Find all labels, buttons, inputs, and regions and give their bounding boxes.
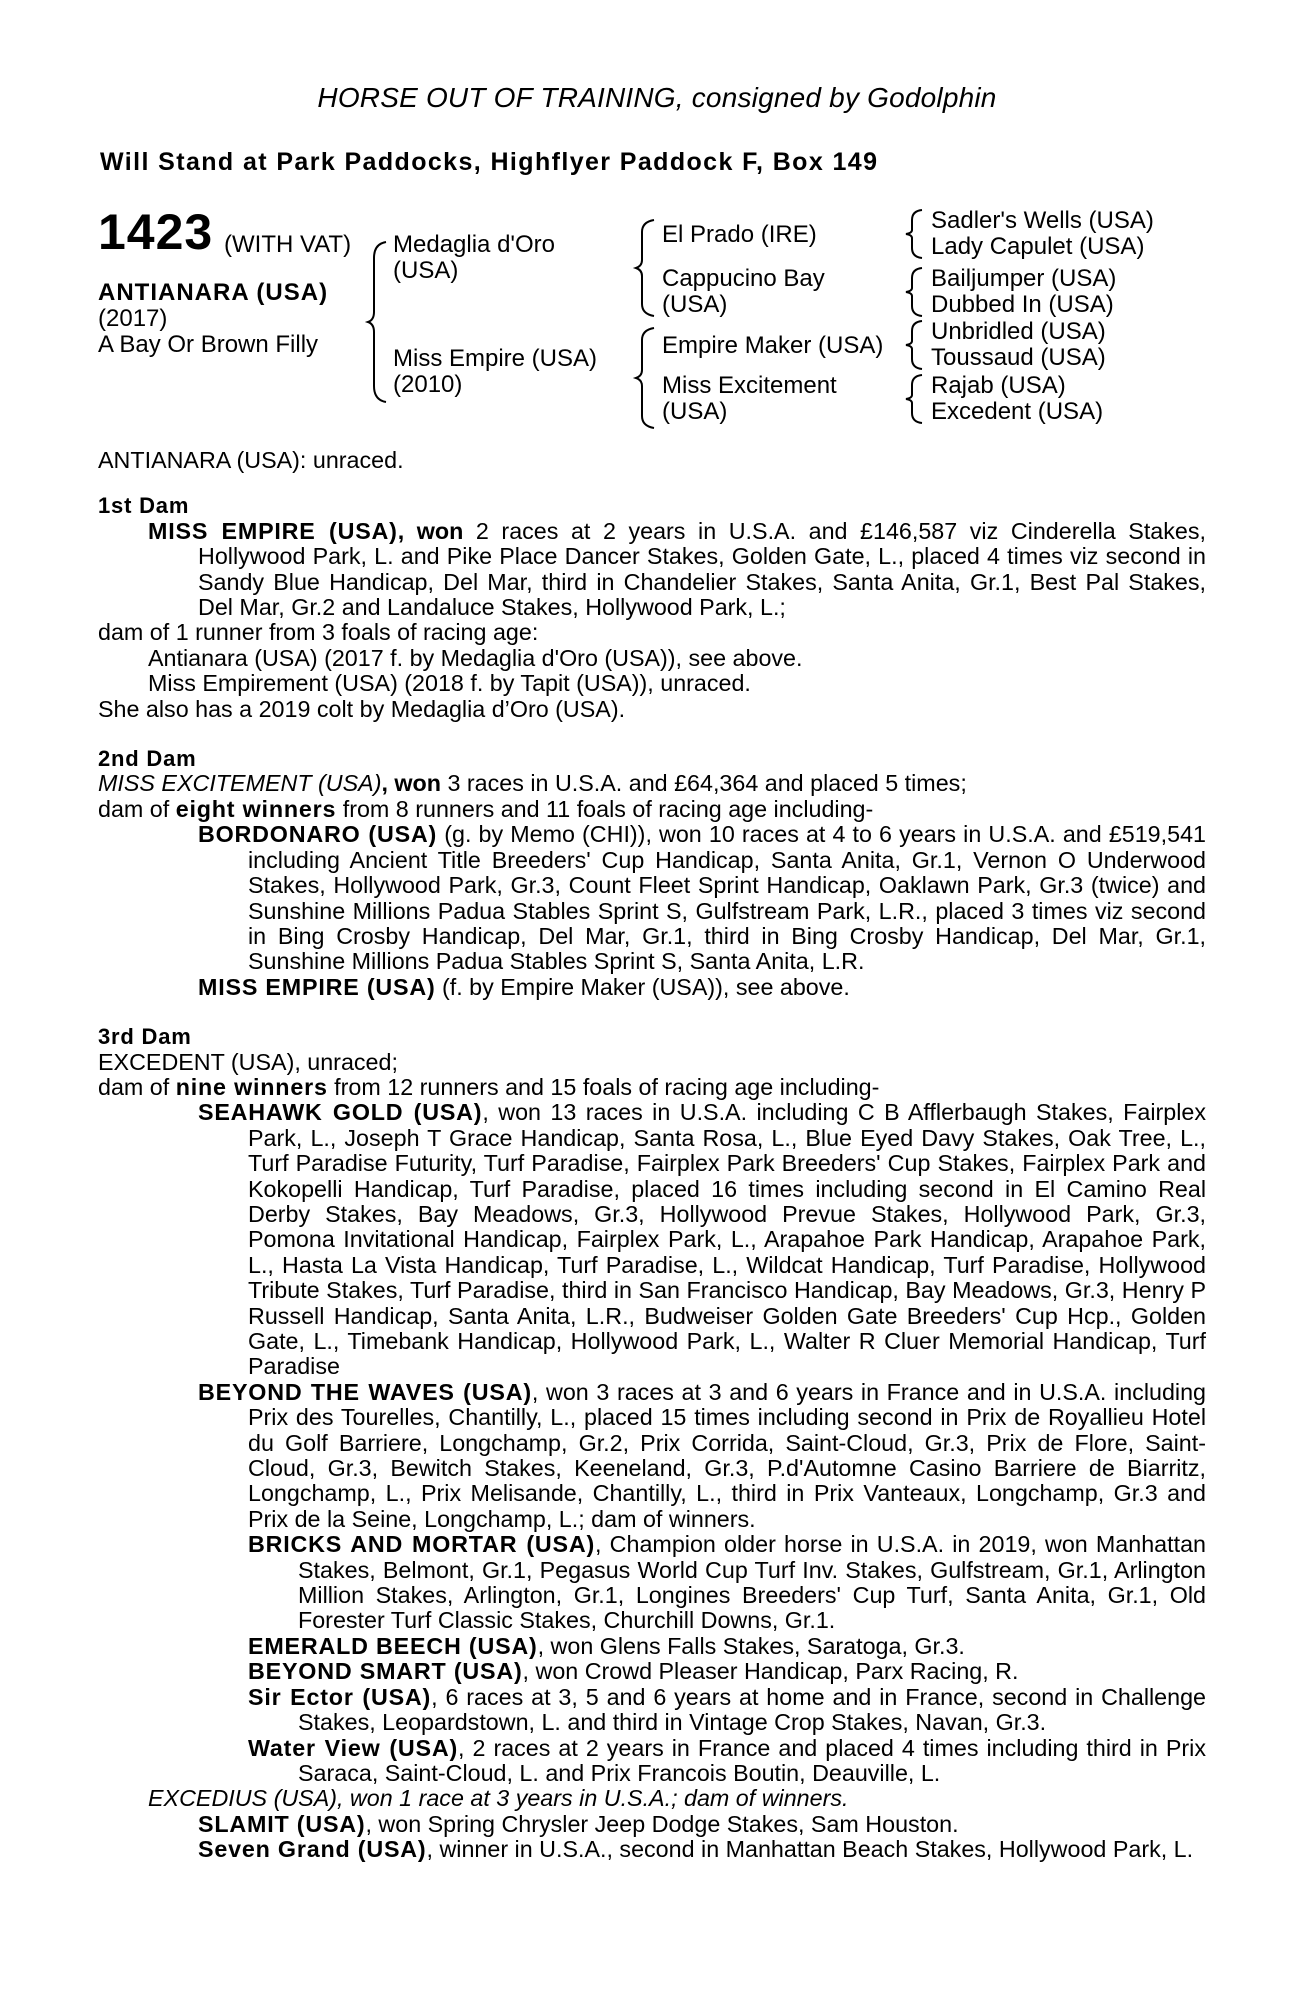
first-dam-record-text: 2 races at 2 years in U.S.A. and £146,587 viz Cinderella Stakes, Hollywood Park, L. and Pike Place Dancer Stakes, Golden Gate, L., placed 4 times viz second in Sandy Blue Handicap, Del Mar, third in Chandelier Stakes, Santa Anita, Gr.1, Best Pal Stakes, Del Mar, Gr.2 and Landaluce Stakes, Hollywood Park, L.; bbox=[198, 517, 1206, 621]
first-dam-produce-1: Antianara (USA) (2017 f. by Medaglia d'Oro (USA)), see above. bbox=[148, 644, 803, 671]
emerald-name: EMERALD BEECH (USA) bbox=[248, 1632, 538, 1659]
first-dam-won: , won bbox=[397, 517, 464, 544]
brace-gen3-1 bbox=[906, 208, 926, 260]
first-dam-dam-of: dam of 1 runner from 3 foals of racing age: bbox=[98, 619, 539, 646]
produce-beyond-the-waves bbox=[98, 1380, 1206, 1532]
beyond-text: , won 3 races at 3 and 6 years in France and in U.S.A. including Prix des Tourelles, Chantilly, L., placed 15 times including second in Prix de Royallieu Hotel du Golf Barriere, Longchamp, Gr.2, Prix Corrida, Saint-Cloud, Gr.3, Prix de Flore, Saint-Cloud, Gr.3, Bewitch Stakes, Keeneland, Gr.3, P.d'Automne Casino Barriere de Biarritz, Longchamp, L., Prix Melisande, Chantilly, L., third in Prix Vanteaux, Longchamp, Gr.3 and Prix de la Seine, Longchamp, L.; dam of winners. bbox=[248, 1378, 1206, 1532]
ped-ssd: Lady Capulet (USA) bbox=[931, 233, 1145, 260]
bricks-name: BRICKS AND MORTAR (USA) bbox=[248, 1531, 596, 1558]
brace-gen2-top bbox=[636, 218, 660, 318]
first-dam-heading: 1st Dam bbox=[98, 493, 190, 519]
bricks-text: , Champion older horse in U.S.A. in 2019, won Manhattan Stakes, Belmont, Gr.1, Pegasus World Cup Turf Inv. Stakes, Gulfstream, Gr.1, Arlington Million Stakes, Arlington, Gr.1, Longines Breeders' Cup Turf, Santa Anita, Gr.1, Old Forester Turf Classic Stakes, Churchill Downs, Gr.1. bbox=[298, 1531, 1206, 1634]
stand-location: Will Stand at Park Paddocks, Highflyer Paddock F, Box 149 bbox=[100, 148, 879, 176]
bordonaro-text: (g. by Memo (CHI)), won 10 races at 4 to 6 years in U.S.A. and £519,541 including Ancient Title Breeders' Cup Handicap, Santa Anita, Gr.1, Vernon O Underwood Stakes, Hollywood Park, Gr.3, Count Fleet Sprint Handicap, Oaklawn Park, Gr.3 (twice) and Sunshine Millions Padua Stables Sprint S, Gulfstream Park, L.R., placed 3 times viz second in Bing Crosby Handicap, Del Mar, Gr.1, third in Bing Crosby Handicap, Del Mar, Gr.1, Sunshine Millions Padua Stables Sprint S, Santa Anita, L.R. bbox=[248, 821, 1206, 975]
dam-dam-country: (USA) bbox=[662, 398, 728, 425]
seven-text: , winner in U.S.A., second in Manhattan Beach Stakes, Hollywood Park, L. bbox=[426, 1836, 1194, 1863]
produce-bricks-and-mortar bbox=[98, 1532, 1206, 1634]
bsmart-name: BEYOND SMART (USA) bbox=[248, 1658, 523, 1685]
ped-sdd: Dubbed In (USA) bbox=[931, 291, 1114, 318]
sirector-name: Sir Ector (USA) bbox=[248, 1683, 432, 1710]
dam-sire: Empire Maker (USA) bbox=[662, 332, 884, 359]
water-name: Water View (USA) bbox=[248, 1734, 459, 1761]
seven-name: Seven Grand (USA) bbox=[198, 1836, 427, 1863]
produce-slamit bbox=[98, 1812, 1206, 1837]
page-title: HORSE OUT OF TRAINING, consigned by Godolphin bbox=[317, 82, 997, 113]
horse-name: ANTIANARA (USA) bbox=[98, 279, 329, 306]
second-dam-dam-of bbox=[98, 797, 1206, 822]
horse-year: (2017) bbox=[98, 305, 168, 332]
slamit-name: SLAMIT (USA) bbox=[198, 1810, 366, 1837]
second-dam-record-text: 3 races in U.S.A. and £64,364 and placed 5 times; bbox=[441, 770, 967, 797]
produce-water-view bbox=[98, 1736, 1206, 1787]
third-dam-name: EXCEDENT (USA), unraced; bbox=[98, 1048, 398, 1075]
second-dam-dam-of-post: from 8 runners and 11 foals of racing age including- bbox=[336, 795, 874, 822]
ped-ddd: Excedent (USA) bbox=[931, 398, 1104, 425]
produce-excedius: EXCEDIUS (USA), won 1 race at 3 years in U.S.A.; dam of winners. bbox=[148, 1785, 849, 1812]
dam-year: (2010) bbox=[393, 371, 463, 398]
third-dam-dam-of-post: from 12 runners and 15 foals of racing age including- bbox=[327, 1073, 880, 1100]
produce-sir-ector bbox=[98, 1685, 1206, 1736]
lot-number: 1423 bbox=[98, 204, 214, 260]
brace-gen3-2 bbox=[906, 266, 926, 318]
dam-name: Miss Empire (USA) bbox=[393, 345, 598, 372]
third-dam-heading: 3rd Dam bbox=[98, 1024, 192, 1050]
miss-empire-text: (f. by Empire Maker (USA)), see above. bbox=[435, 973, 850, 1000]
produce-seahawk-gold bbox=[98, 1100, 1206, 1379]
vat-note: (WITH VAT) bbox=[224, 231, 352, 258]
produce-emerald-beech bbox=[98, 1634, 1206, 1659]
sire-name: Medaglia d'Oro bbox=[393, 231, 555, 258]
beyond-name: BEYOND THE WAVES (USA) bbox=[198, 1378, 532, 1405]
miss-empire-name: MISS EMPIRE (USA) bbox=[198, 973, 436, 1000]
sirector-text: , 6 races at 3, 5 and 6 years at home and in France, second in Challenge Stakes, Leopardstown, L. and third in Vintage Crop Stakes, Navan, Gr.3. bbox=[298, 1683, 1206, 1736]
second-dam-heading: 2nd Dam bbox=[98, 746, 197, 772]
bsmart-text: , won Crowd Pleaser Handicap, Parx Racing, R. bbox=[522, 1658, 1019, 1685]
bordonaro-name: BORDONARO (USA) bbox=[198, 821, 438, 848]
ped-dds: Rajab (USA) bbox=[931, 372, 1066, 399]
catalogue-body bbox=[98, 448, 1206, 1863]
brace-gen1 bbox=[368, 240, 392, 404]
second-dam-winners: eight winners bbox=[175, 795, 337, 822]
ped-sds: Bailjumper (USA) bbox=[931, 265, 1117, 292]
slamit-text: , won Spring Chrysler Jeep Dodge Stakes, Sam Houston. bbox=[365, 1810, 959, 1837]
brace-gen2-bottom bbox=[636, 326, 660, 430]
unraced-note: ANTIANARA (USA): unraced. bbox=[98, 447, 404, 473]
sire-country: (USA) bbox=[393, 257, 459, 284]
ped-sss: Sadler's Wells (USA) bbox=[931, 207, 1154, 234]
third-dam-dam-of-pre: dam of bbox=[98, 1073, 176, 1100]
third-dam-dam-of bbox=[98, 1075, 1206, 1100]
sire-sire: El Prado (IRE) bbox=[662, 221, 817, 248]
produce-bordonaro bbox=[98, 822, 1206, 974]
produce-beyond-smart bbox=[98, 1659, 1206, 1684]
first-dam-record bbox=[98, 519, 1206, 621]
water-text: , 2 races at 2 years in France and placed 4 times including third in Prix Saraca, Saint-Cloud, L. and Prix Francois Boutin, Deauville, L. bbox=[298, 1734, 1206, 1786]
horse-description: A Bay Or Brown Filly bbox=[98, 331, 319, 358]
produce-miss-empire bbox=[98, 975, 1206, 1000]
dam-dam-name: Miss Excitement bbox=[662, 372, 837, 399]
first-dam-also: She also has a 2019 colt by Medaglia d’Oro (USA). bbox=[98, 695, 626, 722]
emerald-text: , won Glens Falls Stakes, Saratoga, Gr.3. bbox=[537, 1632, 965, 1659]
brace-gen3-3 bbox=[906, 319, 926, 371]
seahawk-text: , won 13 races in U.S.A. including C B Afflerbaugh Stakes, Fairplex Park, L., Joseph T Grace Handicap, Santa Rosa, L., Blue Eyed Davy Stakes, Oak Tree, L., Turf Paradise Futurity, Turf Paradise, Fairplex Park Breeders' Cup Stakes, Fairplex Park and Kokopelli Handicap, Turf Paradise, placed 16 times including second in El Camino Real Derby Stakes, Bay Meadows, Gr.3, Hollywood Prevue Stakes, Hollywood Park, Gr.3, Pomona Invitational Handicap, Fairplex Park, L., Arapahoe Park Handicap, Arapahoe Park, L., Hasta La Vista Handicap, Turf Paradise, L., Wildcat Handicap, Turf Paradise, Hollywood Tribute Stakes, Turf Paradise, third in San Francisco Handicap, Bay Meadows, Gr.3, Henry P Russell Handicap, Santa Anita, L.R., Budweiser Golden Gate Breeders' Cup Hcp., Golden Gate, L., Timebank Handicap, Hollywood Park, L., Walter R Cluer Memorial Handicap, Turf Paradise bbox=[248, 1099, 1206, 1380]
brace-gen3-4 bbox=[906, 373, 926, 425]
second-dam-dam-of-pre: dam of bbox=[98, 795, 176, 822]
third-dam-winners: nine winners bbox=[175, 1073, 328, 1100]
produce-seven-grand bbox=[98, 1837, 1206, 1862]
first-dam-name: MISS EMPIRE (USA) bbox=[148, 517, 398, 544]
sire-dam-country: (USA) bbox=[662, 291, 728, 318]
ped-dss: Unbridled (USA) bbox=[931, 318, 1106, 345]
ped-dsd: Toussaud (USA) bbox=[931, 344, 1106, 371]
first-dam-produce-2: Miss Empirement (USA) (2018 f. by Tapit (USA)), unraced. bbox=[148, 670, 751, 697]
second-dam-won: , won bbox=[381, 770, 441, 797]
seahawk-name: SEAHAWK GOLD (USA) bbox=[198, 1099, 483, 1126]
second-dam-name: MISS EXCITEMENT (USA) bbox=[98, 770, 382, 797]
second-dam-record bbox=[98, 771, 1206, 796]
sire-dam-name: Cappucino Bay bbox=[662, 265, 825, 292]
